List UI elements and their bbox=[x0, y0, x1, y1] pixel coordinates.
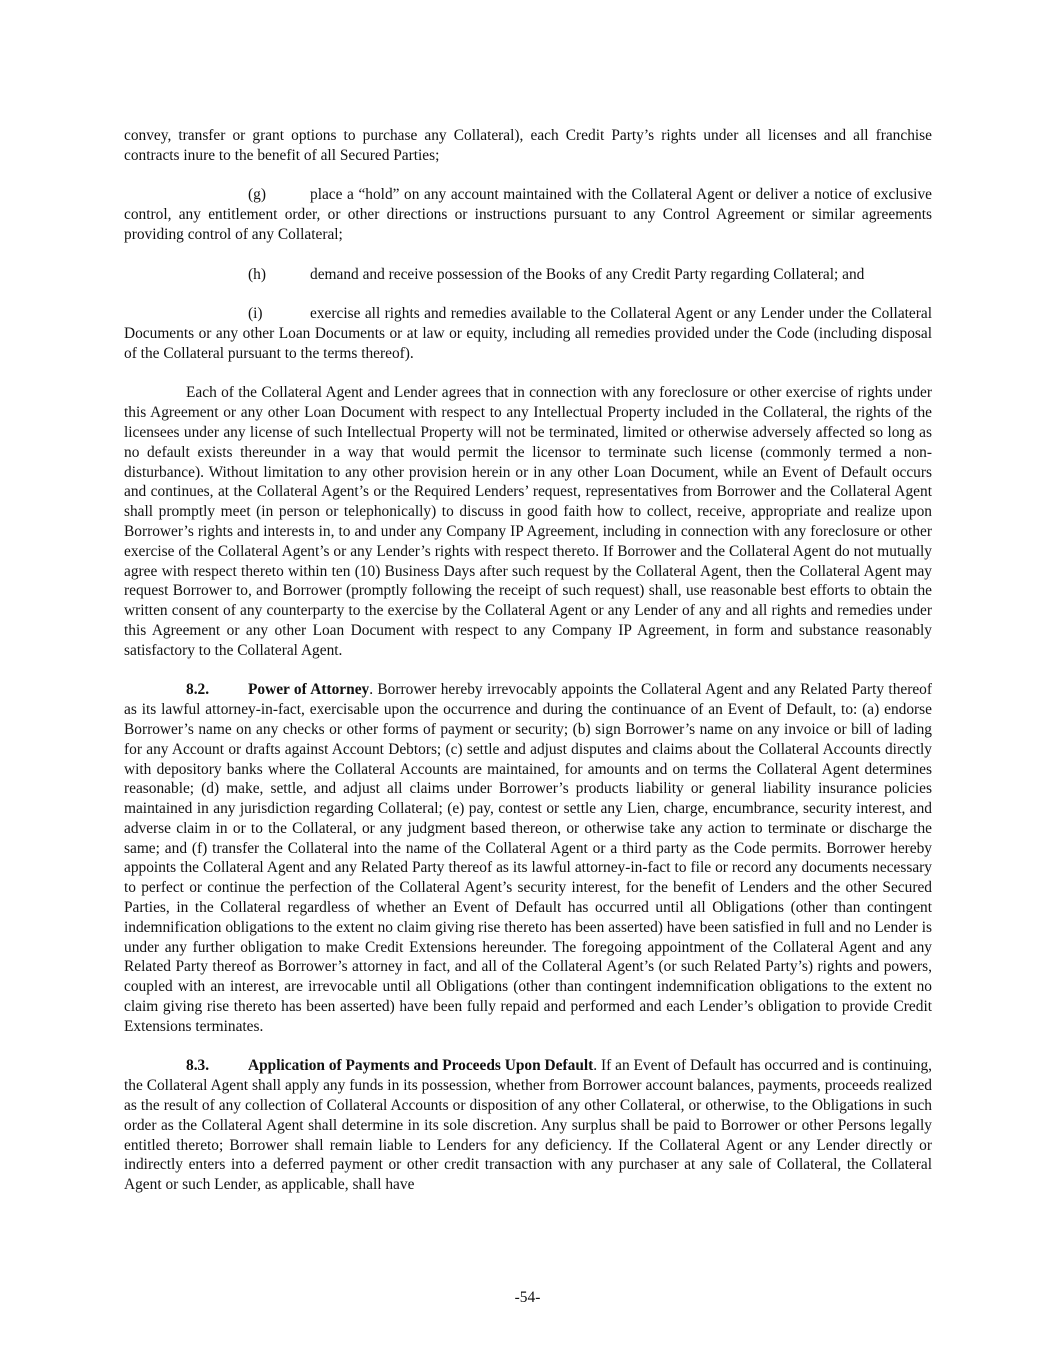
paragraph-f-continuation: convey, transfer or grant options to purchase any Collateral), each Credit Party’s rights under all licenses and all franchise contracts inure to the benefit of all Secured Parties; bbox=[124, 127, 932, 164]
clause-h-label: (h) bbox=[248, 265, 266, 283]
section-8-2-number: 8.2. bbox=[186, 681, 210, 699]
clause-h bbox=[124, 265, 932, 285]
clause-i-text: exercise all rights and remedies available to the Collateral Agent or any Lender under the Collateral Documents or any other Loan Documents or at law or equity, including all remedies provided under the Code (including disposal of the Collateral pursuant to the terms thereof). bbox=[124, 305, 932, 362]
section-8-2-title: Power of Attorney bbox=[248, 681, 370, 699]
section-8-3-title: Application of Payments and Proceeds Upon Default bbox=[248, 1057, 594, 1075]
clause-g bbox=[124, 185, 932, 244]
page-number: -54- bbox=[514, 1289, 541, 1306]
clause-g-text: place a “hold” on any account maintained with the Collateral Agent or deliver a notice of exclusive control, any entitlement order, or other directions or instructions pursuant to any Control Agreement or similar agreements providing control of any Collateral; bbox=[124, 186, 932, 243]
section-8-3 bbox=[124, 1056, 932, 1195]
clause-g-label: (g) bbox=[248, 186, 266, 204]
section-8-2 bbox=[124, 680, 932, 1036]
clause-i bbox=[124, 304, 932, 363]
section-8-3-text: . If an Event of Default has occurred and is continuing, the Collateral Agent shall apply any funds in its possession, whether from Borrower account balances, payments, proceeds realized as the result of any collection of Collateral Accounts or disposition of any other Collateral, or otherwise, to the Obligations in such order as the Collateral Agent shall determine in its sole discretion. Any surplus shall be paid to Borrower or other Persons legally entitled thereto; Borrower shall remain liable to Lenders for any deficiency. If the Collateral Agent or any Lender directly or indirectly enters into a deferred payment or other credit transaction with any purchaser at any sale of Collateral, the Collateral Agent or such Lender, as applicable, shall have bbox=[124, 1057, 933, 1194]
section-8-3-number: 8.3. bbox=[186, 1057, 210, 1075]
section-8-2-text: . Borrower hereby irrevocably appoints the Collateral Agent and any Related Party thereof as its lawful attorney-in-fact, exercisable upon the occurrence and during the continuance of an Event of Default, to: (a) endorse Borrower’s name on any checks or other forms of payment or security; (b) sign Borrower’s name on any invoice or bill of lading for any Account or drafts against Account Debtors; (c) settle and adjust disputes and claims about the Collateral Accounts directly with depository banks where the Collateral Accounts are maintained, for amounts and on terms the Collateral Agent determines reasonable; (d) make, settle, and adjust all claims under Borrower’s products liability or general liability insurance policies maintained in any jurisdiction regarding Collateral; (e) pay, contest or settle any Lien, charge, encumbrance, security interest, and adverse claim in or to the Collateral, or any judgment based thereon, or otherwise take any action to terminate or discharge the same; and (f) transfer the Collateral into the name of the Collateral Agent or a third party as the Code permits. Borrower hereby appoints the Collateral Agent and any Related Party thereof as its lawful attorney-in-fact to file or record any documents necessary to perfect or continue the perfection of the Collateral Agent’s security interest, for the benefit of Lenders and the other Secured Parties, in the Collateral regardless of whether an Event of Default has occurred until all Obligations (other than contingent indemnification obligations to the extent no claim giving rise thereto has been asserted) have been satisfied in full and no Lender is under any further obligation to make Credit Extensions hereunder. The foregoing appointment of the Collateral Agent and any Related Party thereof as Borrower’s attorney in fact, and all of the Collateral Agent’s (or such Related Party’s) rights and powers, coupled with an interest, are irrevocable until all Obligations (other than contingent indemnification obligations to the extent no claim giving rise thereto has been asserted) have been fully repaid and performed and each Lender’s obligation to provide Credit Extensions terminates. bbox=[124, 681, 932, 1035]
document-body bbox=[124, 126, 932, 1195]
non-disturbance-paragraph: Each of the Collateral Agent and Lender agrees that in connection with any foreclosure or other exercise of rights under this Agreement or any other Loan Document with respect to any Intellectual Property included in the Collateral, the rights of the licensees under any license of such Intellectual Property will not be terminated, limited or otherwise adversely affected so long as no default exists thereunder in a way that would permit the licensor to terminate such license (commonly termed a non-disturbance). Without limitation to any other provision herein or in any other Loan Document, while an Event of Default occurs and continues, at the Collateral Agent’s or the Required Lenders’ request, representatives from Borrower and the Collateral Agent shall promptly meet (in person or telephonically) to discuss in good faith how to collect, receive, appropriate and realize upon Borrower’s rights and interests in, to and under any Company IP Agreement, including in connection with any foreclosure or other exercise of the Collateral Agent’s or any Lender’s rights with respect thereto. If Borrower and the Collateral Agent do not mutually agree with respect thereto within ten (10) Business Days after such request by the Collateral Agent, then the Collateral Agent may request Borrower to, and Borrower (promptly following the receipt of such request) shall, use reasonable best efforts to obtain the written consent of any counterparty to the exercise by the Collateral Agent or any Lender of any and all rights and remedies under this Agreement or any other Loan Document with respect to any Company IP Agreement, in form and substance reasonably satisfactory to the Collateral Agent. bbox=[124, 384, 932, 659]
clause-i-label: (i) bbox=[248, 305, 263, 323]
clause-h-text: demand and receive possession of the Books of any Credit Party regarding Collateral; and bbox=[310, 265, 865, 283]
